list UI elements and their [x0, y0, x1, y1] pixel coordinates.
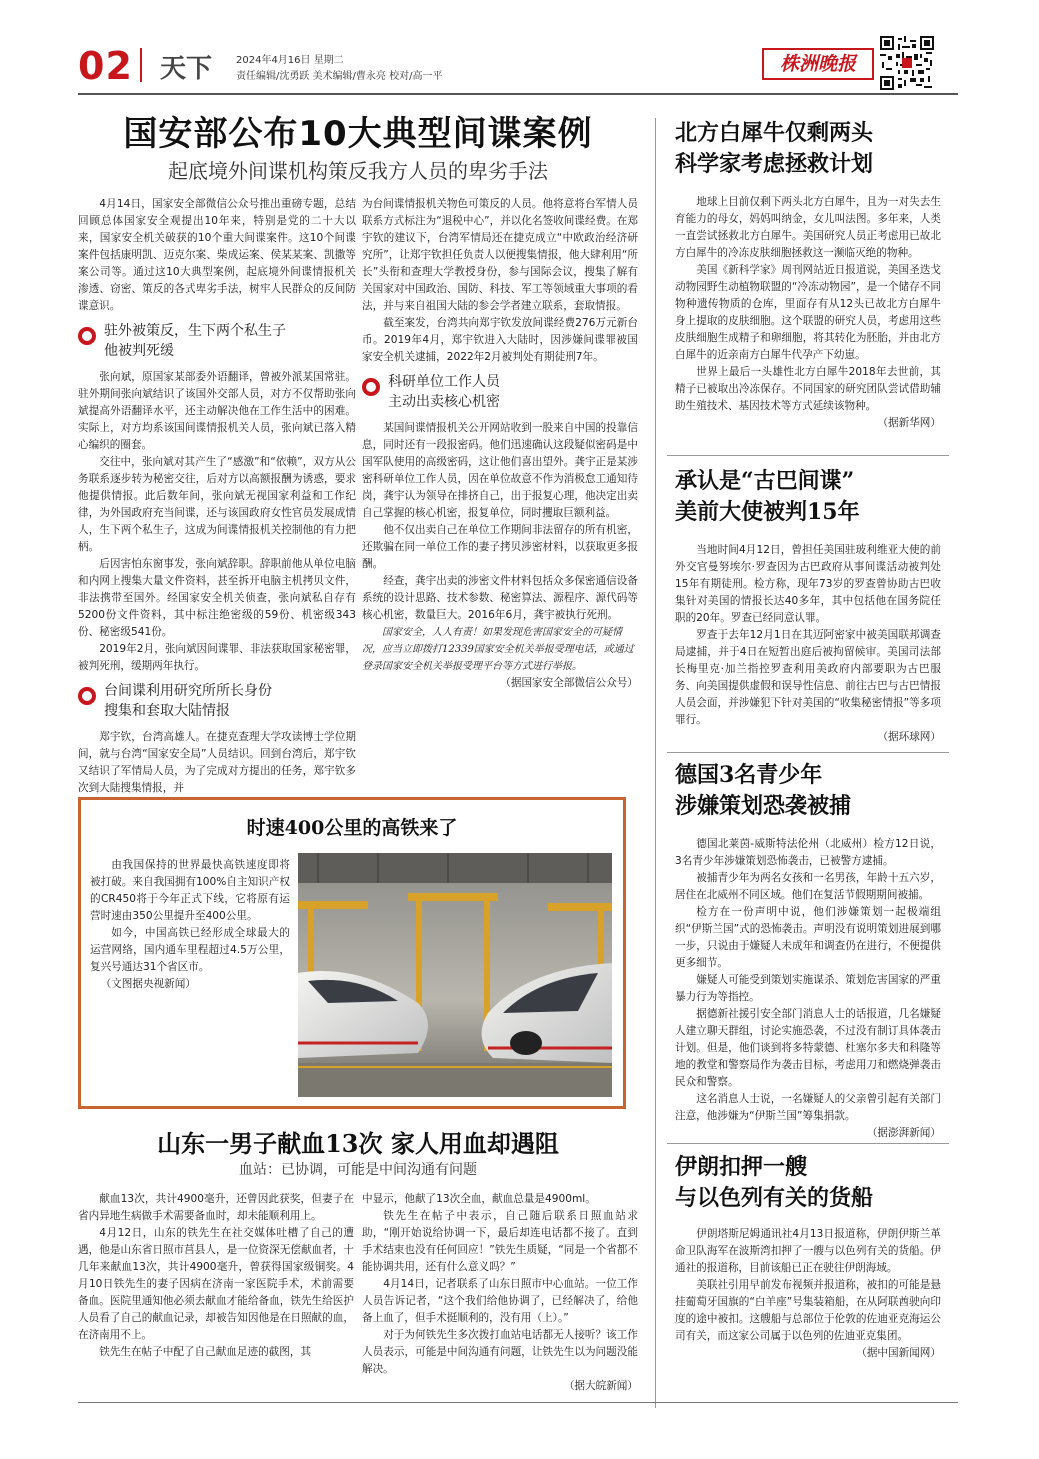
- paragraph: 对于为何铁先生多次拨打血站电话都无人接听？该工作人员表示，可能是中间沟通有问题，让铁先生以为问题没能解决。: [362, 1329, 638, 1375]
- source-credit: （据环球网）: [877, 731, 941, 743]
- paragraph: 这名消息人士说，一名嫌疑人的父亲曾引起有关部门注意，他涉嫌为“伊斯兰国”筹集捐款。: [675, 1093, 941, 1122]
- cuba-spy-article: [675, 466, 941, 746]
- blood-column-2: [362, 1191, 638, 1395]
- circle-marker-icon: [78, 687, 96, 705]
- paragraph: 交往中，张向斌对其产生了“感激”和“依赖”，双方从公务联系逐步转为秘密交往，后对方以高额报酬为诱惑，要求他提供情报。此后数年间，张向斌无视国家利益和工作纪律，为外国政府充当间谍，还与该国政府女性官员发展成情人，生下两个私生子，这成为间谍情报机关控制他的有力把柄。: [78, 456, 356, 553]
- circle-marker-icon: [78, 327, 96, 345]
- subhead-text: 科研单位工作人员 主动出卖核心机密: [388, 374, 500, 410]
- paragraph: 后因害怕东窗事发，张向斌辞职。辞职前他从单位电脑和内网上搜集大量文件资料，甚至拆开电脑主机拷贝文件，非法携带至国外。经国家安全机关侦查，张向斌私自存有5200份文件资料，其中标注绝密级的59份、机密级343份、秘密级541份。: [78, 558, 356, 638]
- source-credit: （据国家安全部微信公众号）: [500, 677, 638, 689]
- subhead-text: 台间谍利用研究所所长身份 搜集和套取大陆情报: [104, 683, 272, 719]
- page-number: 02: [78, 44, 133, 88]
- paragraph: 为台间谍情报机关物色可策反的人员。他将意将台军情人员联系方式标注为“退税中心”，并以化名签收间谍经费。在郑宇钦的建议下，台湾军情局还在捷克成立“中欧政治经济研究所”，让郑宇钦担任负责人以便搜集情报，他大肆利用“所长”头衔和查理大学教授身份，参与国际会议，搜集了解有关国家对中国政治、国防、科技、军工等领域重大事项的看法，并与来自祖国大陆的参会学者建立联系，套取情报。: [362, 198, 638, 312]
- header-divider: [140, 48, 142, 82]
- footer-rule: [78, 1402, 958, 1403]
- source-credit: （据新华网）: [877, 417, 941, 429]
- lead-column-2: [362, 196, 638, 692]
- paragraph: 美国《新科学家》周刊网站近日报道说，美国圣迭戈动物园野生动植物联盟的“冷冻动物园”，是一个储存不同物种遗传物质的仓库，里面存有从12头已故北方白犀牛身上提取的皮肤细胞。这个联盟的研究人员，考虑用这些皮肤细胞生成精子和卵细胞，将其转化为胚胎，并由北方白犀牛的近亲南方白犀牛代孕产下幼崽。: [675, 264, 941, 361]
- paragraph: 罗查于去年12月1日在其迈阿密家中被美国联邦调查局逮捕，并于4日在短暂出庭后被拘留候审。美国司法部长梅里克·加兰指控罗查利用美政府内部要职为古巴服务、向美国提供虚假和误导性信息、前往古巴与古巴情报人员会面，并涉嫌犯下针对美国的“收集秘密情报”等多项罪行。: [675, 629, 941, 726]
- paragraph: 被捕青少年为两名女孩和一名男孩，年龄十五六岁，居住在北威州不同区域。他们在复活节假期期间被捕。: [675, 872, 941, 901]
- photo-credit: （文图据央视新闻）: [100, 978, 196, 990]
- paragraph: 据德新社援引安全部门消息人士的话报道，几名嫌疑人建立聊天群组，讨论实施恐袭，不过没有制订具体袭击计划。但是，他们谈到将多特蒙德、杜塞尔多夫和科隆等地的教堂和警察局作为袭击目标，考虑用刀和燃烧弹袭击民众和警察。: [675, 1008, 941, 1088]
- rhino-article: [675, 118, 941, 432]
- paragraph: 截至案发，台湾共向郑宇钦发放间谍经费276万元新台币。2019年4月，郑宇钦进入大陆时，因涉嫌间谍罪被国家安全机关逮捕，2022年2月被判处有期徒刑7年。: [362, 317, 638, 363]
- paragraph: 他不仅出卖自己在单位工作期间非法留存的所有机密，还欺骗在同一单位工作的妻子拷贝涉密材料，以获取更多报酬。: [362, 524, 638, 570]
- iran-headline: 伊朗扣押一艘 与以色列有关的货船: [675, 1154, 874, 1211]
- article-separator: [667, 1143, 949, 1144]
- source-credit: （据澎湃新闻）: [866, 1127, 941, 1139]
- blood-subheadline: 血站：已协调，可能是中间沟通有问题: [239, 1162, 477, 1178]
- source-credit: （据中国新闻网）: [856, 1347, 941, 1359]
- germany-article: [675, 760, 941, 1142]
- paragraph: 铁先生在帖子中配了自己献血足迹的截图，其: [99, 1346, 312, 1358]
- article-separator: [667, 455, 949, 456]
- paragraph: 经查，龚宇出卖的涉密文件材料包括众多保密通信设备系统的设计思路、技术参数、秘密算法、源程序、源代码等核心机密，数量巨大。2016年6月，龚宇被执行死刑。: [362, 575, 638, 621]
- train-headline: 时速400公里的高铁来了: [246, 817, 458, 839]
- column-divider: [655, 118, 656, 1408]
- paragraph: 献血13次，共计4900毫升，还曾因此获奖，但妻子在省内异地生病做手术需要备血时，却未能顺利用上。: [78, 1193, 354, 1222]
- lead-subheadline: 起底境外间谍机构策反我方人员的卑劣手法: [168, 159, 548, 183]
- paragraph: 郑宇钦，台湾高雄人。在捷克查理大学攻读博士学位期间，就与台湾“国家安全局”人员结识。回到台湾后，郑宇钦又结识了军情局人员，为了完成对方提出的任务，郑宇钦多次到大陆搜集情报，并: [78, 731, 356, 794]
- train-photo: [298, 853, 612, 1097]
- paragraph: 嫌疑人可能受到策划实施谋杀、策划危害国家的严重暴力行为等指控。: [675, 974, 941, 1003]
- paragraph: 世界上最后一头雄性北方白犀牛2018年去世前，其精子已被取出冷冻保存。不同国家的研究团队尝试借助辅助生殖技术、基因技术等方式延续该物种。: [675, 366, 941, 412]
- source-credit: （据大皖新闻）: [563, 1380, 638, 1392]
- paragraph: 张向斌，原国家某部委外语翻译，曾被外派某国常驻。驻外期间张向斌结识了该国外交部人员，对方不仅帮助张向斌提高外语翻译水平，还主动解决他在工作生活中的困难。实际上，对方均系该国间谍情报机关人员，张向斌已落入精心编织的圈套。: [78, 371, 356, 451]
- lead-subhead-3: [362, 372, 638, 412]
- iran-article: [675, 1152, 941, 1362]
- train-text: [90, 857, 290, 993]
- paragraph: 地球上目前仅剩下两头北方白犀牛，且为一对失去生育能力的母女，妈妈叫纳金，女儿叫法图。多年来，人类一直尝试拯救北方白犀牛。美国研究人员正考虑用已故北方白犀牛的冷冻皮肤细胞拯救这一濒临灭绝的物种。: [675, 196, 941, 259]
- qr-code-icon: [880, 36, 934, 90]
- header-rule: [78, 93, 958, 95]
- paragraph: 4月12日，山东的铁先生在社交媒体吐槽了自己的遭遇，他是山东省日照市莒县人，是一位资深无偿献血者，十几年来献血13次，共计4900毫升，曾获得国家级铜奖。4月10日铁先生的妻子因病在济南一家医院手术，术前需要备血。医院里通知他必须去献血才能给备血，铁先生给医护人员看了自己的献血记录，却被告知因他是在日照献的血，在济南用不上。: [78, 1227, 354, 1341]
- lead-column-1: [78, 196, 356, 797]
- reporting-note: 国家安全，人人有责！如果发现危害国家安全的可疑情况，应当立即拨打12339国家安全机关举报受理电话，或通过登录国家安全机关举报受理平台等方式进行举报。: [362, 627, 634, 672]
- issue-date: 2024年4月16日 星期二: [236, 55, 344, 66]
- newspaper-logo: 株洲晚报: [762, 48, 874, 80]
- circle-marker-icon: [362, 378, 380, 396]
- paragraph: 铁先生在帖子中表示，自己随后联系日照血站求助，“刚开始说给协调一下，最后却连电话都不接了。直到手术结束也没有任何回应！”铁先生质疑，“同是一个省都不能协调共用，还有什么意义吗？”: [362, 1210, 638, 1273]
- article-separator: [667, 752, 949, 753]
- section-name: 天下: [160, 54, 213, 84]
- lead-subhead-2: [78, 681, 356, 721]
- paragraph: 4月14日，记者联系了山东日照市中心血站。一位工作人员告诉记者，“这个我们给他协调了，已经解决了，给他备上血了，但手术挺顺利的，没有用（上）。”: [362, 1278, 638, 1324]
- lead-headline: 国安部公布10大典型间谍案例: [123, 114, 593, 154]
- lead-subhead-1: [78, 321, 356, 361]
- paragraph: 德国北莱茵-威斯特法伦州（北威州）检方12日说，3名青少年涉嫌策划恐怖袭击，已被警方逮捕。: [675, 838, 941, 867]
- paragraph: 中显示，他献了13次全血，献血总量是4900ml。: [362, 1193, 596, 1205]
- blood-headline: 山东一男子献血13次 家人用血却遇阻: [157, 1129, 559, 1158]
- rhino-headline: 北方白犀牛仅剩两头 科学家考虑拯救计划: [675, 120, 874, 177]
- paragraph: 检方在一份声明中说，他们涉嫌策划一起极端组织“伊斯兰国”式的恐怖袭击。声明没有说明策划进展到哪一步，只说由于嫌疑人未成年和调查仍在进行，不便提供更多细节。: [675, 906, 941, 969]
- paragraph: 美联社引用早前发布视频并报道称，被扣的可能是悬挂葡萄牙国旗的“白羊座”号集装箱船，在从阿联酋驶向印度的途中被扣。这艘船与总部位于伦敦的佐迪亚克海运公司有关，而这家公司属于以色列的佐迪亚克集团。: [675, 1279, 941, 1342]
- blood-column-1: [78, 1191, 354, 1361]
- paragraph: 某国间谍情报机关公开网站收到一股来自中国的投靠信息，同时还有一段报密码。他们迅速确认这段疑似密码是中国军队使用的高级密码，这让他们喜出望外。龚宇正是某涉密科研单位工作人员，因在单位故意不作为消极怠工通知待岗，龚宇认为领导在排挤自己，出于报复心理，他决定出卖自己掌握的核心机密，报复单位，同时攫取巨额利益。: [362, 422, 638, 519]
- editors-line: 责任编辑/沈勇跃 美术编辑/曹永亮 校对/高一平: [236, 71, 443, 82]
- subhead-text: 驻外被策反，生下两个私生子 他被判死缓: [104, 323, 286, 359]
- paragraph: 当地时间4月12日，曾担任美国驻玻利维亚大使的前外交官曼努埃尔·罗查因为古巴政府从事间谍活动被判处15年有期徒刑。检方称，现年73岁的罗查曾协助古巴收集针对美国的情报长达40多年，其中包括他在国务院任职的20年。罗查已经同意认罪。: [675, 544, 941, 624]
- paragraph: 伊朗塔斯尼姆通讯社4月13日报道称，伊朗伊斯兰革命卫队海军在波斯湾扣押了一艘与以色列有关的货船。伊通社的报道称，目前该船已正在驶往伊朗海域。: [675, 1228, 941, 1274]
- germany-headline: 德国3名青少年 涉嫌策划恐袭被捕: [675, 762, 852, 819]
- paragraph: 2019年2月，张向斌因间谍罪、非法获取国家秘密罪，被判死刑，缓期两年执行。: [78, 643, 356, 672]
- lead-intro: 4月14日，国家安全部微信公众号推出重磅专题，总结回顾总体国家安全观提出10年来，特别是党的二十大以来，国家安全机关破获的10个重大间谍案件。这10个间谍案件包括康明凯、迈克尔案、柴成运案、侯某某案、凯撒等案公司等。通过这10大典型案例，起底境外间谍情报机关渗透、窃密、策反的各式卑劣手法，树牢人民群众的反间防谍意识。: [78, 198, 356, 312]
- paragraph: 由我国保持的世界最快高铁速度即将被打破。来自我国拥有100%自主知识产权的CR450将于今年正式下线，它将原有运营时速由350公里提升至400公里。: [90, 859, 290, 922]
- paragraph: 如今，中国高铁已经形成全球最大的运营网络，国内通车里程超过4.5万公里，复兴号通达31个省区市。: [90, 927, 290, 973]
- cuba-headline: 承认是“古巴间谍” 美前大使被判15年: [675, 468, 860, 525]
